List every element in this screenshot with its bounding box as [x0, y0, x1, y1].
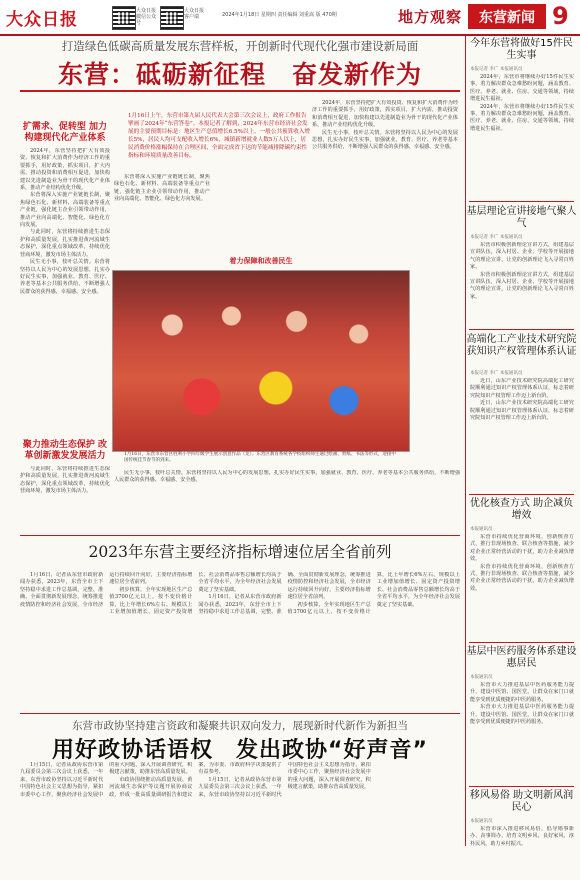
qr-label-1: 大众日报 微信公众号 — [136, 8, 157, 26]
brief-title: 基层中医药服务体系建设惠居民 — [466, 646, 577, 669]
qr-label-2: 大众日报 客户端 — [184, 8, 205, 20]
newspaper-logo: 大众日报 — [6, 10, 78, 30]
photo-caption: 1月16日，东营市东营区胜利小学四年级学生展示创意作品（龙）。东营区教育系统各学校组织师生通过绘画、剪纸、书法等形式，迎接中国传统佳节春节的到来。 — [124, 452, 396, 463]
article-body: 与此同时，东营将持续推进生态保护和高质量发展，扎实推进黄河流域生态保护，深化重点领域改革，持续优化营商环境，激发市场主体活力。 — [20, 466, 110, 495]
brief-body: 2024年，东营市将继续办好15件民生实事，着力解决群众急难愁盼问题，涵盖教育、医疗、养老、就业、住房、交通等领域，持续增进民生福祉。 2024年，东营市将继续办好15件民生实事，着力解决群众急难愁盼问题，涵盖教育、医疗、养老、就业、住房、交通等领域，持续增进民生福祉。 — [470, 74, 574, 132]
children-artwork-photo — [112, 270, 410, 452]
article-body: 民生无小事，枝叶总关情。东营将坚持以人民为中心的发展思想，扎实办好民生实事，加强就业、教育、医疗、养老等基本公共服务供给，不断增强人民群众的获得感、幸福感、安全感。 — [114, 470, 460, 484]
divider — [469, 201, 574, 202]
byline: 本报通讯员 — [470, 819, 493, 824]
politics-headline: 用好政协话语权 发出政协“好声音” — [52, 738, 428, 763]
section-label: 地方观察 — [398, 8, 463, 26]
lead-kicker: 打造绿色低碳高质量发展东营样板，开创新时代现代化强市建设新局面 — [61, 39, 419, 53]
page-number: 9 — [552, 2, 569, 30]
brief-body: 东营市持续优化营商环境，创新核查方式，推行非现场核查、联合核查等措施，减少对企业正常经营活动的干扰，助力企业减负增效。 东营市持续优化营商环境，创新核查方式，推行非现场核查、联合核查等措施，减少对企业正常经营活动的干扰，助力企业减负增效。 — [470, 534, 574, 592]
qr-code-icon — [160, 6, 184, 30]
masthead — [0, 0, 580, 36]
divider — [469, 494, 574, 495]
divider — [20, 713, 460, 714]
brief-title: 今年东营将做好15件民生实事 — [470, 38, 573, 61]
right-column — [465, 36, 577, 846]
article-body: 1月16日，记者从东营市政府新闻办获悉，2023年，东营全市上下坚持稳中求进工作总基调，完整、准确、全面贯彻新发展理念，统筹推进疫情防控和经济社会发展，全市经济运行持续回升向好，主要经济指标增速位居全省前列。 初步核算，全年实现地区生产总值3700亿元以上，按不变价格计算，比上年增长6%左右。规模以上工业增加值增长、固定资产投资增长、社会消费品零售总额增长均高于全省平均水平，为全年经济社会发展奠定了坚实基础。 1月16日，记者从东营市政府新闻办获悉，2023年，东营全市上下坚持稳中求进工作总基调，完整、准确、全面贯彻新发展理念，统筹推进疫情防控和经济社会发展，全市经济运行持续回升向好，主要经济指标增速位居全省前列。 初步核算，全年实现地区生产总值3700亿元以上，按不变价格计算，比上年增长6%左右。规模以上工业增加值增长、固定资产投资增长、社会消费品零售总额增长均高于全省平均水平，为全年经济社会发展奠定了坚实基础。 — [20, 572, 460, 616]
byline: 本报记者 李广 本报通讯员 — [470, 371, 523, 376]
article-body: 1月15日，记者从政协东营市第九届委员会第三次会议上获悉，一年来，东营市政协坚持以习近平新时代中国特色社会主义思想为指导，紧扣市委中心工作，聚焦经济社会发展中的重大问题，深入开展调查研究，积极建言献策，助推东营高质量发展。 市政协围绕推动高质量发展、黄河流域生态保护等议题开展协商议政，形成一批高质量调研报告和建议案，为市委、市政府科学决策提供了有益参考。 1月15日，记者从政协东营市第九届委员会第三次会议上获悉，一年来，东营市政协坚持以习近平新时代中国特色社会主义思想为指导，紧扣市委中心工作，聚焦经济社会发展中的重大问题，深入开展调查研究，积极建言献策，助推东营高质量发展。 — [20, 762, 371, 798]
divider — [469, 786, 574, 787]
byline: 本报通讯员 — [470, 527, 493, 532]
byline: 本报通讯员 — [470, 675, 493, 680]
brief-title: 优化核查方式 助企减负增效 — [469, 498, 574, 521]
article-body: 东营将深入实施产业链链长制，聚焦绿色石化、新材料、高端装备等重点产业链，强化链主企业引领带动作用，推动产业向高端化、智能化、绿色化方向发展。 — [114, 174, 210, 203]
qr-code-icon — [112, 6, 136, 30]
divider — [20, 90, 460, 92]
byline: 本报记者 李广 本报通讯员 — [470, 235, 523, 240]
divider — [469, 642, 574, 643]
subhead: 扩需求、促转型 加力构建现代化产业体系 — [22, 122, 108, 143]
lead-abstract: 1月16日上午，东营市第九届人民代表大会第三次会议上，政府工作报告擘画了2024年“东营答卷”。本报记者了解到，2024年东营市经济社会发展的主要预期目标是：地区生产总值增长6.5%以上，一般公共预算收入增长5%，居民人均可支配收入增长6%，城镇新增就业人数5万人以上，居民消费价格涨幅保持在合理区间，全面完成省下达的节能减排降碳约束性指标和环境质量改善目标。 — [128, 113, 311, 159]
section-tag: 东营新闻 — [468, 4, 546, 29]
date-line: 2024年1月18日 星期四 责任编辑 刘重嵩 版 470期 — [222, 12, 337, 18]
lead-headline: 东营：砥砺新征程 奋发新作为 — [57, 60, 422, 89]
politics-kicker: 东营市政协坚持建言资政和凝聚共识双向发力，展现新时代新作为新担当 — [72, 720, 408, 732]
brief-title: 移风易俗 助文明新风润民心 — [469, 790, 574, 813]
brief-title: 基层理论宣讲接地气聚人气 — [466, 206, 577, 229]
divider — [469, 329, 574, 330]
subhead: 聚力推动生态保护 改革创新激发发展活力 — [22, 440, 108, 461]
subhead: 着力保障和改善民生 — [229, 257, 293, 265]
brief-body: 东营市深入推进移风易俗，倡导婚事新办、丧事简办，培育文明乡风、良好家风、淳朴民风，助力乡村振兴。 — [470, 826, 574, 847]
byline: 本报记者 李广 本报通讯员 — [470, 67, 523, 72]
brief-body: 东营市大力推进基层中医药服务能力提升，建设中医馆、国医堂，让群众在家门口就能享受到优质便捷的中医药服务。 东营市大力推进基层中医药服务能力提升，建设中医馆、国医堂，让群众在家门口就能享受到优质便捷的中医药服务。 — [470, 682, 574, 726]
brief-title: 高端化工产业技术研究院获知识产权管理体系认证 — [466, 334, 577, 357]
brief-body: 东营市积极创新理论宣讲方式，组建基层宣讲队伍，深入村居、企业、学校等开展接地气的理论宣讲，让党的创新理论飞入寻常百姓家。 东营市积极创新理论宣讲方式，组建基层宣讲队伍，深入村居、企业、学校等开展接地气的理论宣讲，让党的创新理论飞入寻常百姓家。 — [470, 242, 574, 300]
article-body: 2024年，东营坚持把扩大有效投资、恢复和扩大消费作为经济工作的重要抓手，用好政策，抓实项目，扩大内需，推动投资和消费相互促进，加快构建以先进制造业为骨干的现代化产业体系，推动产业结构优化升级。 东营将深入实施产业链链长制，聚焦绿色石化、新材料、高端装备等重点产业链，强化链主企业引领带动作用，推动产业向高端化、智能化、绿色化方向发展。 与此同时，东营将持续推进生态保护和高质量发展，扎实推进黄河流域生态保护，深化重点领域改革，持续优化营商环境，激发市场主体活力。 民生无小事，枝叶总关情。东营将坚持以人民为中心的发展思想，扎实办好民生实事，加强就业、教育、医疗、养老等基本公共服务供给，不断增强人民群众的获得感、幸福感、安全感。 — [20, 148, 110, 295]
article-body: 2024年，东营坚持把扩大有效投资、恢复和扩大消费作为经济工作的重要抓手，用好政策，抓实项目，扩大内需，推动投资和消费相互促进，加快构建以先进制造业为骨干的现代化产业体系，推动产业结构优化升级。 民生无小事，枝叶总关情。东营将坚持以人民为中心的发展思想，扎实办好民生实事，加强就业、教育、医疗、养老等基本公共服务供给，不断增强人民群众的获得感、幸福感、安全感。 — [312, 100, 458, 151]
brief-body: 近日，山东产业技术研究院高端化工研究院顺利通过知识产权管理体系认证，标志着研究院知识产权管理工作迈上新台阶。 近日，山东产业技术研究院高端化工研究院顺利通过知识产权管理体系认证，标志着研究院知识产权管理工作迈上新台阶。 — [470, 378, 574, 422]
economy-headline: 2023年东营主要经济指标增速位居全省前列 — [88, 543, 392, 561]
divider — [20, 535, 460, 536]
